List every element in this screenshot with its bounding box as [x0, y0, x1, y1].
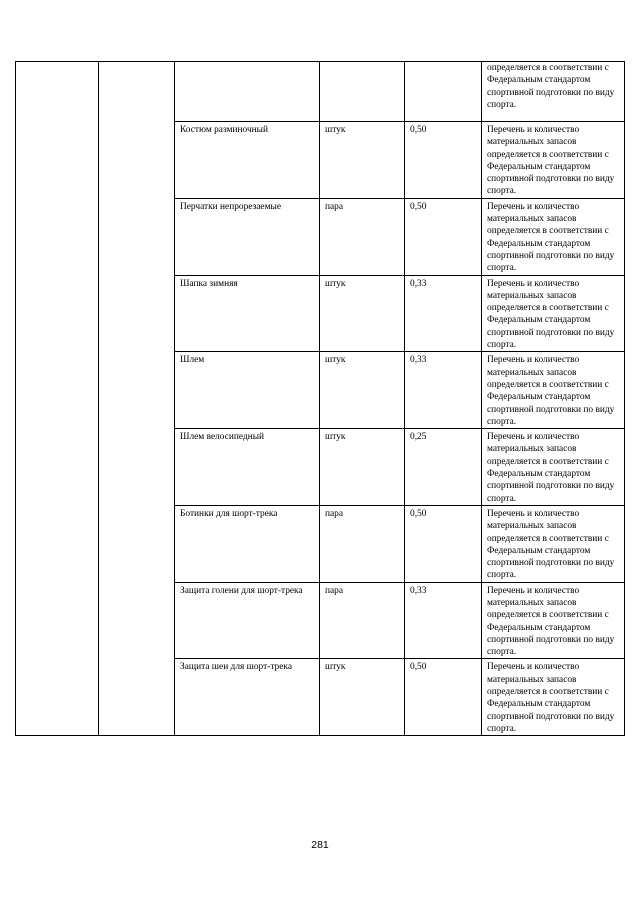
cell-note: Перечень и количество материальных запасов определяется в соответствии с Федеральным стандартом спортивной подготовки по виду спорта.	[482, 275, 625, 352]
cell-qty	[405, 62, 482, 122]
cell-name: Костюм разминочный	[175, 122, 320, 199]
cell-unit: штук	[320, 429, 405, 506]
page-number: 281	[311, 839, 329, 851]
cell-note: Перечень и количество материальных запасов определяется в соответствии с Федеральным стандартом спортивной подготовки по виду спорта.	[482, 505, 625, 582]
equipment-table	[15, 61, 625, 736]
cell-unit: штук	[320, 122, 405, 199]
cell-unit	[320, 62, 405, 122]
cell-name: Шлем велосипедный	[175, 429, 320, 506]
cell-note: Перечень и количество материальных запасов определяется в соответствии с Федеральным стандартом спортивной подготовки по виду спорта.	[482, 352, 625, 429]
cell-qty: 0,50	[405, 122, 482, 199]
cell-name: Перчатки непрорезаемые	[175, 198, 320, 275]
cell-qty: 0,50	[405, 505, 482, 582]
cell-unit: пара	[320, 505, 405, 582]
merged-cell-col1	[16, 62, 99, 736]
cell-note: определяется в соответствии с Федеральным стандартом спортивной подготовки по виду спорта.	[482, 62, 625, 122]
cell-qty: 0,33	[405, 352, 482, 429]
cell-name	[175, 62, 320, 122]
cell-unit: штук	[320, 352, 405, 429]
cell-note: Перечень и количество материальных запасов определяется в соответствии с Федеральным стандартом спортивной подготовки по виду спорта.	[482, 198, 625, 275]
cell-note: Перечень и количество материальных запасов определяется в соответствии с Федеральным стандартом спортивной подготовки по виду спорта.	[482, 659, 625, 736]
cell-note: Перечень и количество материальных запасов определяется в соответствии с Федеральным стандартом спортивной подготовки по виду спорта.	[482, 429, 625, 506]
table-row-continuation	[16, 62, 625, 122]
cell-qty: 0,33	[405, 582, 482, 659]
cell-qty: 0,25	[405, 429, 482, 506]
cell-qty: 0,50	[405, 659, 482, 736]
cell-unit: пара	[320, 582, 405, 659]
cell-name: Ботинки для шорт-трека	[175, 505, 320, 582]
cell-qty: 0,33	[405, 275, 482, 352]
cell-unit: штук	[320, 659, 405, 736]
cell-name: Шлем	[175, 352, 320, 429]
merged-cell-col2	[99, 62, 175, 736]
cell-name: Защита голени для шорт-трека	[175, 582, 320, 659]
cell-qty: 0,50	[405, 198, 482, 275]
cell-unit: штук	[320, 275, 405, 352]
cell-note: Перечень и количество материальных запасов определяется в соответствии с Федеральным стандартом спортивной подготовки по виду спорта.	[482, 122, 625, 199]
cell-note: Перечень и количество материальных запасов определяется в соответствии с Федеральным стандартом спортивной подготовки по виду спорта.	[482, 582, 625, 659]
cell-name: Защита шеи для шорт-трека	[175, 659, 320, 736]
cell-unit: пара	[320, 198, 405, 275]
cell-name: Шапка зимняя	[175, 275, 320, 352]
